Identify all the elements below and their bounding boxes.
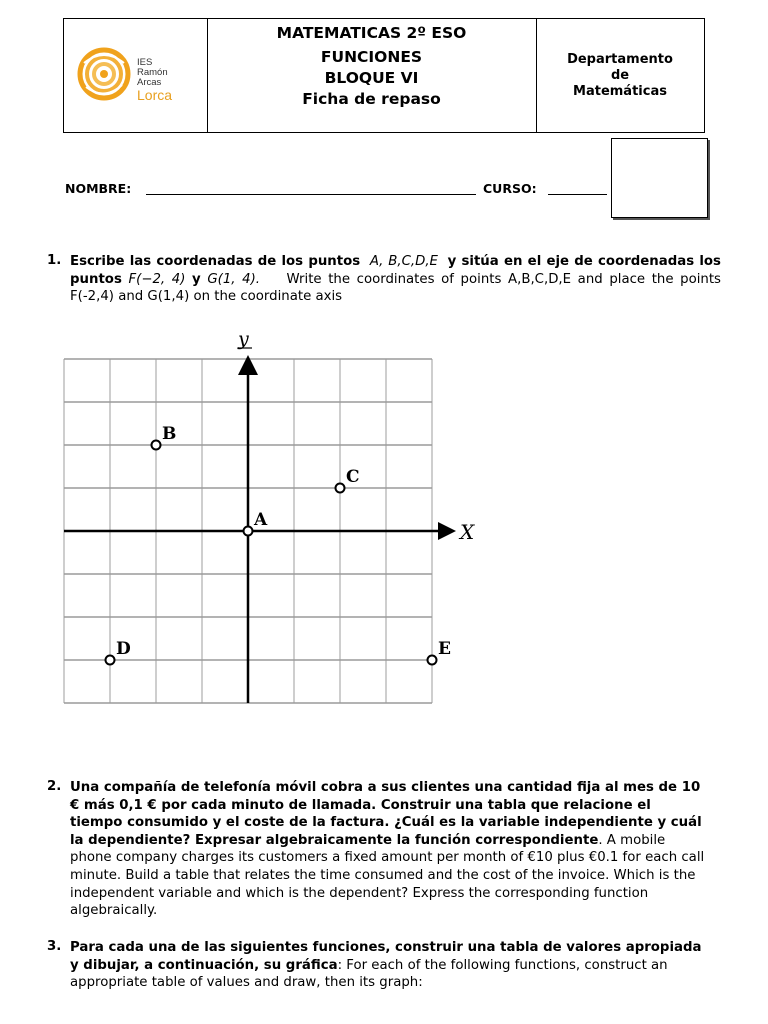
logo-line: Arcas [137,77,162,88]
question-number: 2. [47,779,62,794]
question-number: 3. [47,939,62,954]
point-label: E [438,639,451,659]
q3-english: : For each of the following functions, construct an appropriate table of values and draw, then its graph: [70,957,668,991]
graph-points [106,424,452,665]
logo-cell [64,19,208,132]
y-axis-label: y [238,328,249,350]
header-table [63,18,705,133]
logo-text [137,58,172,102]
point-label: B [162,424,177,444]
y-axis-arrow-icon [238,355,258,375]
point-marker [152,441,161,450]
point-marker [336,484,345,493]
q1-points: A, B,C,D,E [369,254,438,269]
department-line: Matemáticas [573,84,667,99]
point-marker [106,656,115,665]
point-marker [428,656,437,665]
grade-box [611,138,708,218]
question-3-text [70,939,706,992]
name-label: NOMBRE: [65,181,132,196]
department-cell [536,19,704,132]
q2-spanish: Una compañía de telefonía móvil cobra a sus clientes una cantidad fija al mes de 10 € más 0,1 € por cada minuto de llamada. Construir una tabla que relacione el tiempo consumido y el coste de la factura. ¿Cuál es la variable independiente y cuál la dependiente? Expresar algebraicamente la función correspondiente [70,780,702,848]
q1-and: y [192,271,201,287]
question-number: 1. [47,253,62,268]
point-label: C [346,467,360,487]
course-title: MATEMATICAS 2º ESO [276,24,467,42]
point-label: D [116,639,131,659]
q2-english: . A mobile phone company charges its customers a fixed amount per month of €10 plus €0.1 for each call minute. Build a table that relates the time consumed and the cost of the invoice. Which is the independent variable and which is the dependent? Express the corresponding function algebraically. [70,832,705,919]
department-line: de [610,68,630,83]
block-title: BLOQUE VI [324,69,419,87]
logo-city: Lorca [137,87,173,103]
question-1-text [70,253,721,306]
x-axis-label: X [460,520,475,544]
point-label: A [254,510,268,530]
logo-line: Ramón [137,67,168,78]
name-field[interactable] [146,194,476,195]
title-cell [207,19,537,132]
q3-spanish: Para cada una de las siguientes funciones, construir una tabla de valores apropiada y dibujar, a continuación, su gráfica [70,940,702,973]
q1-spanish-part1: Escribe las coordenadas de los puntos [70,254,361,269]
school-logo-icon [78,45,130,103]
sheet-title: Ficha de repaso [302,90,441,108]
q1-spanish-part2: y sitúa en el eje de coordenadas los puntos [70,254,721,287]
department-line: Departamento [567,52,673,67]
point-marker [244,527,253,536]
q1-point-g: G(1, 4). [207,271,261,287]
question-2-text [70,779,706,920]
x-axis-arrow-icon [438,522,456,540]
logo-line: IES [137,57,153,68]
q1-point-f: F(−2, 4) [128,271,186,287]
q1-english: Write the coordinates of points A,B,C,D,E and place the points F(-2,4) and G(1,4) on the coordinate axis [70,271,721,305]
course-label: CURSO: [483,181,537,196]
course-field[interactable] [548,194,607,195]
topic-title: FUNCIONES [320,48,423,66]
coordinate-graph [50,325,475,725]
